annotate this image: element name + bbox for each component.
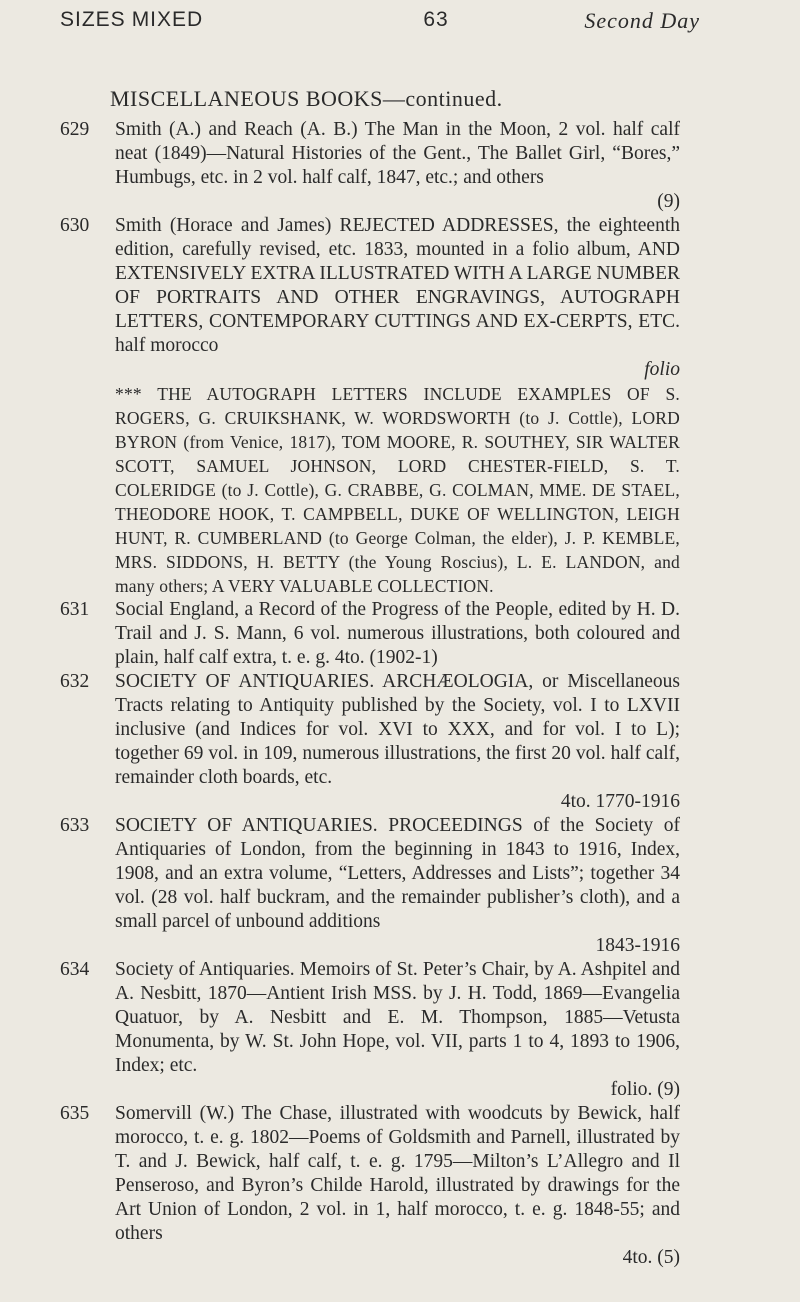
header-mixed: MIXED bbox=[131, 8, 204, 31]
lot-description: Smith (A.) and Reach (A. B.) The Man in the Moon, 2 vol. half calf neat (1849)—Natural Histories of the Gent., The Ballet Girl, “Bores,” Humbugs, etc. in 2 vol. half calf, 1847, etc.; and others (9) bbox=[115, 119, 680, 212]
lot-price: (9) bbox=[657, 191, 680, 212]
page-number: 63 bbox=[423, 8, 449, 31]
header-left bbox=[60, 8, 203, 32]
lot-632 bbox=[60, 670, 680, 814]
lot-price: folio. (9) bbox=[610, 1079, 680, 1100]
lot-description: Somervill (W.) The Chase, illustrated with woodcuts by Bewick, half morocco, t. e. g. 1802—Poems of Goldsmith and Parnell, illustrated by T. and J. Bewick, half calf, t. e. g. 1795—Milton’s L’Allegro and Il Penseroso, and Byron’s Childe Harold, illustrated by drawings for the Art Union of London, 2 vol. in 1, half morocco, t. e. g. 1848-55; and others 4to. (5) bbox=[115, 1103, 680, 1268]
header-day: Second Day bbox=[584, 8, 700, 33]
section-title: MISCELLANEOUS BOOKS—continued. bbox=[110, 86, 503, 111]
lot-629 bbox=[60, 118, 680, 214]
lot-number: 631 bbox=[60, 599, 90, 620]
running-header bbox=[60, 8, 780, 36]
lot-number: 635 bbox=[60, 1103, 90, 1124]
lot-description: Social England, a Record of the Progress of the People, edited by H. D. Trail and J. S. Mann, 6 vol. numerous illustrations, both coloured and plain, half calf extra, t. e. g. 4to. (1902-1) bbox=[115, 599, 680, 668]
lot-number: 632 bbox=[60, 671, 90, 692]
lot-634 bbox=[60, 958, 680, 1102]
lot-list bbox=[60, 118, 680, 1270]
lot-description: SOCIETY OF ANTIQUARIES. ARCHÆOLOGIA, or Miscellaneous Tracts relating to Antiquity published by the Society, vol. I to LXVII inclusive (and Indices for vol. XVI to XXX, and for vol. I to L); together 69 vol. in 109, numerous illustrations, the first 20 vol. half calf, remainder cloth boards, etc. 4to. 1770-1916 bbox=[115, 671, 680, 812]
lot-631 bbox=[60, 598, 680, 670]
lot-price: folio bbox=[644, 359, 680, 380]
lot-number: 634 bbox=[60, 959, 90, 980]
header-sizes: SIZES bbox=[60, 8, 126, 31]
lot-number: 633 bbox=[60, 815, 90, 836]
lot-630 bbox=[60, 214, 680, 598]
lot-description: SOCIETY OF ANTIQUARIES. PROCEEDINGS of the Society of Antiquaries of London, from the beginning in 1843 to 1916, Index, 1908, and an extra volume, “Letters, Addresses and Lists”; together 34 vol. (28 vol. half buckram, and the remainder publisher’s cloth), and a small parcel of unbound additions 1843-1916 bbox=[115, 815, 680, 956]
lot-number: 630 bbox=[60, 215, 90, 236]
lot-price: 4to. (5) bbox=[622, 1247, 680, 1268]
lot-635 bbox=[60, 1102, 680, 1270]
lot-description: Smith (Horace and James) REJECTED ADDRESSES, the eighteenth edition, carefully revised, etc. 1833, mounted in a folio album, AND EXTENSIVELY EXTRA ILLUSTRATED WITH A LARGE NUMBER OF PORTRAITS AND OTHER ENGRAVINGS, AUTOGRAPH LETTERS, CONTEMPORARY CUTTINGS AND EX-CERPTS, ETC. half morocco folio bbox=[115, 215, 680, 380]
lot-price: 1843-1916 bbox=[595, 935, 680, 956]
lot-price: 4to. 1770-1916 bbox=[560, 791, 680, 812]
lot-633 bbox=[60, 814, 680, 958]
lot-note: *** THE AUTOGRAPH LETTERS INCLUDE EXAMPLES OF S. ROGERS, G. CRUIKSHANK, W. WORDSWORTH (to J. Cottle), LORD BYRON (from Venice, 1817), TOM MOORE, R. SOUTHEY, SIR WALTER SCOTT, SAMUEL JOHNSON, LORD CHESTER-FIELD, S. T. COLERIDGE (to J. Cottle), G. CRABBE, G. COLMAN, MME. DE STAEL, THEODORE HOOK, T. CAMPBELL, DUKE OF WELLINGTON, LEIGH HUNT, R. CUMBERLAND (to George Colman, the elder), J. P. KEMBLE, MRS. SIDDONS, H. BETTY (the Young Roscius), L. E. LANDON, and many others; A VERY VALUABLE COLLECTION. bbox=[115, 384, 680, 596]
lot-description: Society of Antiquaries. Memoirs of St. Peter’s Chair, by A. Ashpitel and A. Nesbitt, 1870—Antient Irish MSS. by J. H. Todd, 1869—Evangelia Quatuor, by A. Nesbitt and E. M. Thompson, 1885—Vetusta Monumenta, by W. St. John Hope, vol. VII, parts 1 to 4, 1893 to 1906, Index; etc. folio. (9) bbox=[115, 959, 680, 1100]
lot-number: 629 bbox=[60, 119, 90, 140]
